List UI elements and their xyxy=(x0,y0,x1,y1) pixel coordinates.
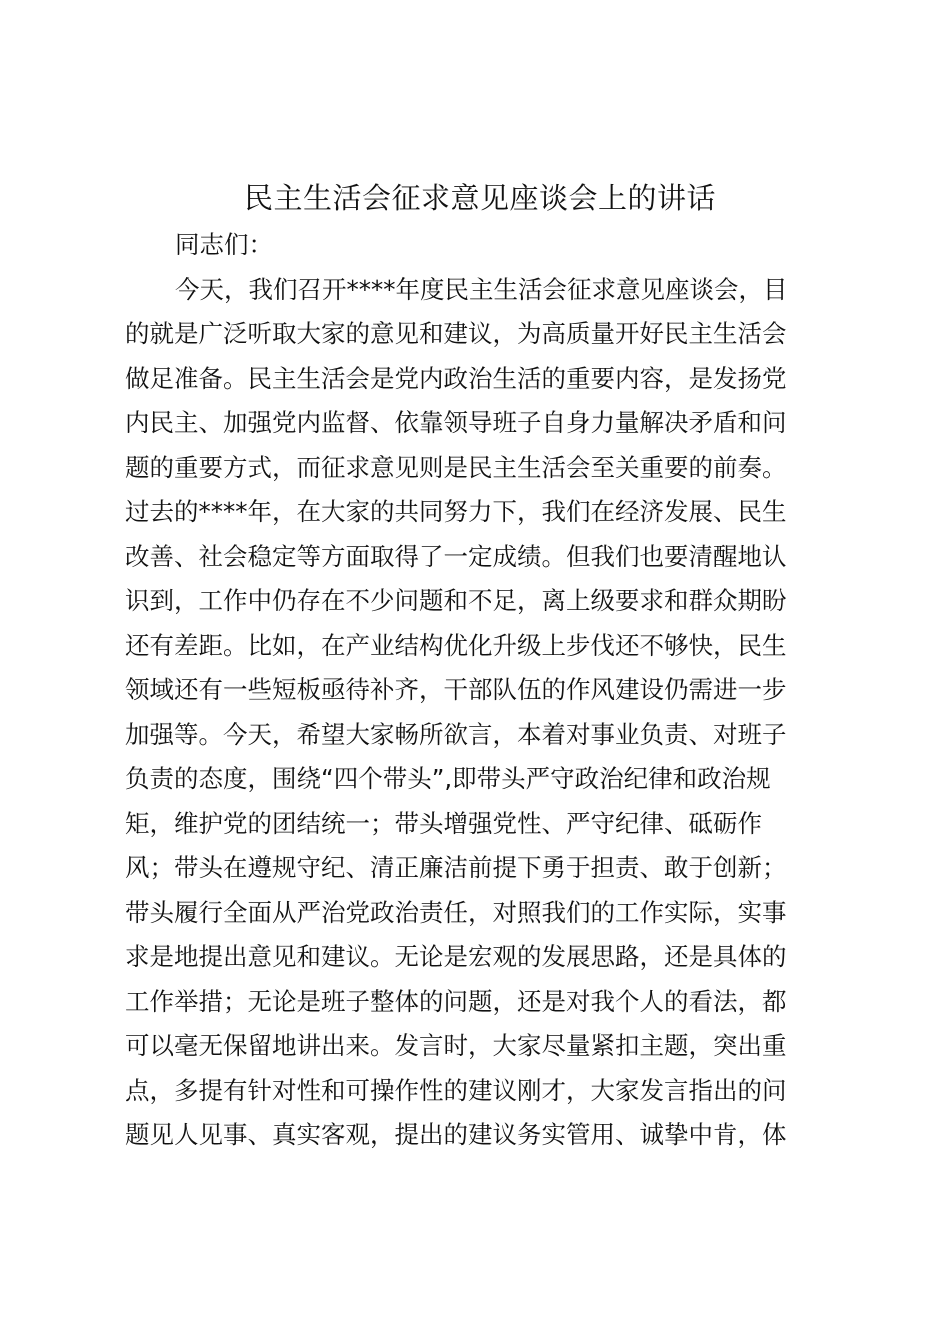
paragraph-line: 矩，维护党的团结统一；带头增强党性、严守纪律、砥砺作 xyxy=(125,808,762,838)
paragraph-line: 还有差距。比如，在产业结构优化升级上步伐还不够快，民生 xyxy=(125,630,787,660)
paragraph-line: 求是地提出意见和建议。无论是宏观的发展思路，还是具体的 xyxy=(125,942,787,971)
salutation-paragraph xyxy=(125,223,819,268)
paragraph-line: 工作举措；无论是班子整体的问题，还是对我个人的看法，都 xyxy=(125,986,787,1016)
paragraph-line: 题的重要方式，而征求意见则是民主生活会至关重要的前奏。 xyxy=(125,452,787,482)
document-title: 民主生活会征求意见座谈会上的讲话 xyxy=(243,181,716,215)
paragraph-line: 今天，我们召开****年度民主生活会征求意见座谈会，目 xyxy=(175,274,788,304)
paragraph-line: 领域还有一些短板亟待补齐，干部队伍的作风建设仍需进一步 xyxy=(125,675,787,704)
paragraph-line: 内民主、加强党内监督、依靠领导班子自身力量解决矛盾和问 xyxy=(125,408,787,437)
document-body xyxy=(125,223,819,1158)
salutation: 同志们： xyxy=(175,230,273,259)
paragraph-line: 负责的态度，围绕“四个带头”,即带头严守政治纪律和政治规 xyxy=(125,764,771,793)
paragraph-line: 的就是广泛听取大家的意见和建议，为高质量开好民主生活会 xyxy=(125,319,787,348)
paragraph-line: 做足准备。民主生活会是党内政治生活的重要内容，是发扬党 xyxy=(125,363,787,393)
main-paragraph xyxy=(125,268,819,1158)
paragraph-line: 风；带头在遵规守纪、清正廉洁前提下勇于担责、敢于创新； xyxy=(125,853,787,882)
paragraph-line: 加强等。今天，希望大家畅所欲言，本着对事业负责、对班子 xyxy=(125,719,787,749)
paragraph-line: 识到，工作中仍存在不少问题和不足，离上级要求和群众期盼 xyxy=(125,586,787,615)
paragraph-line: 题见人见事、真实客观，提出的建议务实管用、诚挚中肯，体 xyxy=(125,1120,787,1149)
paragraph-line: 过去的****年，在大家的共同努力下，我们在经济发展、民生 xyxy=(125,497,787,526)
paragraph-line: 点，多提有针对性和可操作性的建议刚才，大家发言指出的问 xyxy=(125,1075,787,1105)
paragraph-line: 改善、社会稳定等方面取得了一定成绩。但我们也要清醒地认 xyxy=(125,541,787,571)
paragraph-line: 可以毫无保留地讲出来。发言时，大家尽量紧扣主题，突出重 xyxy=(125,1031,787,1060)
paragraph-line: 带头履行全面从严治党政治责任，对照我们的工作实际，实事 xyxy=(125,897,787,927)
